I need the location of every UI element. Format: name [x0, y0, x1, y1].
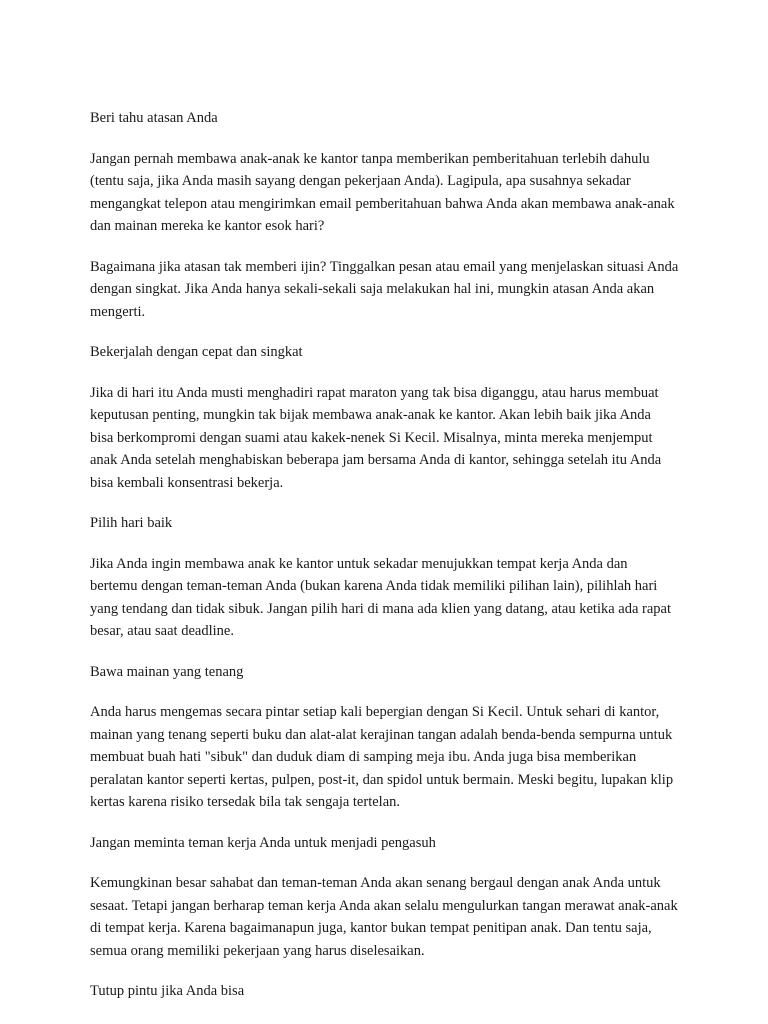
text-line: Pilih hari baik	[90, 515, 173, 531]
text-line: dengan singkat. Jika Anda hanya sekali-sekali saja melakukan hal ini, mungkin atasan Anda akan	[90, 281, 655, 297]
text-line: Jika di hari itu Anda musti menghadiri rapat maraton yang tak bisa diganggu, atau harus membuat	[90, 384, 659, 401]
text-line: membuat buah hati "sibuk" dan duduk diam di samping meja ibu. Anda juga bisa memberikan	[90, 749, 637, 765]
text-line: keputusan penting, mungkin tak bijak membawa anak-anak ke kantor. Akan lebih baik jika Anda	[90, 407, 651, 423]
text-line: bertemu dengan teman-teman Anda (bukan karena Anda tidak memiliki pilihan lain), pilihlah hari	[90, 578, 658, 594]
text-line: besar, atau saat deadline.	[90, 623, 234, 639]
section-heading	[90, 341, 690, 364]
document-content	[90, 107, 690, 1021]
text-line: yang tendang dan tidak sibuk. Jangan pilih hari di mana ada klien yang datang, atau ketika ada rapat	[90, 600, 672, 617]
text-line: Jangan pernah membawa anak-anak ke kantor tanpa memberikan pemberitahuan terlebih dahulu	[90, 150, 650, 167]
section-heading	[90, 107, 690, 130]
text-line: mengerti.	[90, 303, 146, 320]
text-line: Tutup pintu jika Anda bisa	[90, 983, 245, 999]
body-paragraph	[90, 256, 690, 324]
text-line: bisa berkompromi dengan suami atau kakek-nenek Si Kecil. Misalnya, minta mereka menjemput	[90, 429, 653, 446]
section-heading	[90, 512, 690, 535]
text-line: Bawa mainan yang tenang	[90, 663, 244, 680]
text-line: mengangkat telepon atau mengirimkan email pemberitahuan bahwa Anda akan membawa anak-anak	[90, 195, 675, 212]
body-paragraph	[90, 382, 690, 495]
text-line: kertas karena risiko tersedak bila tak sengaja tertelan.	[90, 794, 401, 810]
text-line: mainan yang tenang seperti buku dan alat-alat kerajinan tangan adalah benda-benda sempurna untuk	[90, 726, 673, 743]
section-heading	[90, 661, 690, 684]
text-line: Jika Anda ingin membawa anak ke kantor untuk sekadar menujukkan tempat kerja Anda dan	[90, 555, 628, 572]
text-line: dan mainan mereka ke kantor esok hari?	[90, 218, 325, 234]
text-line: di tempat kerja. Karena bagaimanapun juga, kantor bukan tempat penitipan anak. Dan tentu saja,	[90, 920, 652, 936]
text-line: Bekerjalah dengan cepat dan singkat	[90, 344, 303, 360]
body-paragraph	[90, 701, 690, 814]
text-line: anak Anda setelah menghabiskan beberapa jam bersama Anda di kantor, sehingga setelah itu Anda	[90, 452, 662, 468]
text-line: sesaat. Tetapi jangan berharap teman kerja Anda akan selalu mengulurkan tangan merawat anak-anak	[90, 897, 678, 914]
section-heading	[90, 980, 690, 1003]
text-line: (tentu saja, jika Anda masih sayang dengan pekerjaan Anda). Lagipula, apa susahnya sekadar	[90, 173, 631, 189]
body-paragraph	[90, 872, 690, 962]
text-line: semua orang memiliki pekerjaan yang harus diselesaikan.	[90, 942, 425, 959]
body-paragraph	[90, 553, 690, 643]
body-paragraph	[90, 148, 690, 238]
text-line: Bagaimana jika atasan tak memberi ijin? Tinggalkan pesan atau email yang menjelaskan situasi Anda	[90, 258, 679, 275]
text-line: Beri tahu atasan Anda	[90, 110, 218, 126]
text-line: bisa kembali konsentrasi bekerja.	[90, 474, 284, 491]
text-line: Kemungkinan besar sahabat dan teman-teman Anda akan senang bergaul dengan anak Anda untuk	[90, 875, 661, 891]
section-heading	[90, 832, 690, 855]
text-line: peralatan kantor seperti kertas, pulpen, post-it, dan spidol untuk bermain. Meski begitu, lupakan klip	[90, 771, 674, 788]
text-line: Anda harus mengemas secara pintar setiap kali bepergian dengan Si Kecil. Untuk sehari di kantor,	[90, 704, 660, 720]
text-line: Jangan meminta teman kerja Anda untuk menjadi pengasuh	[90, 834, 436, 851]
